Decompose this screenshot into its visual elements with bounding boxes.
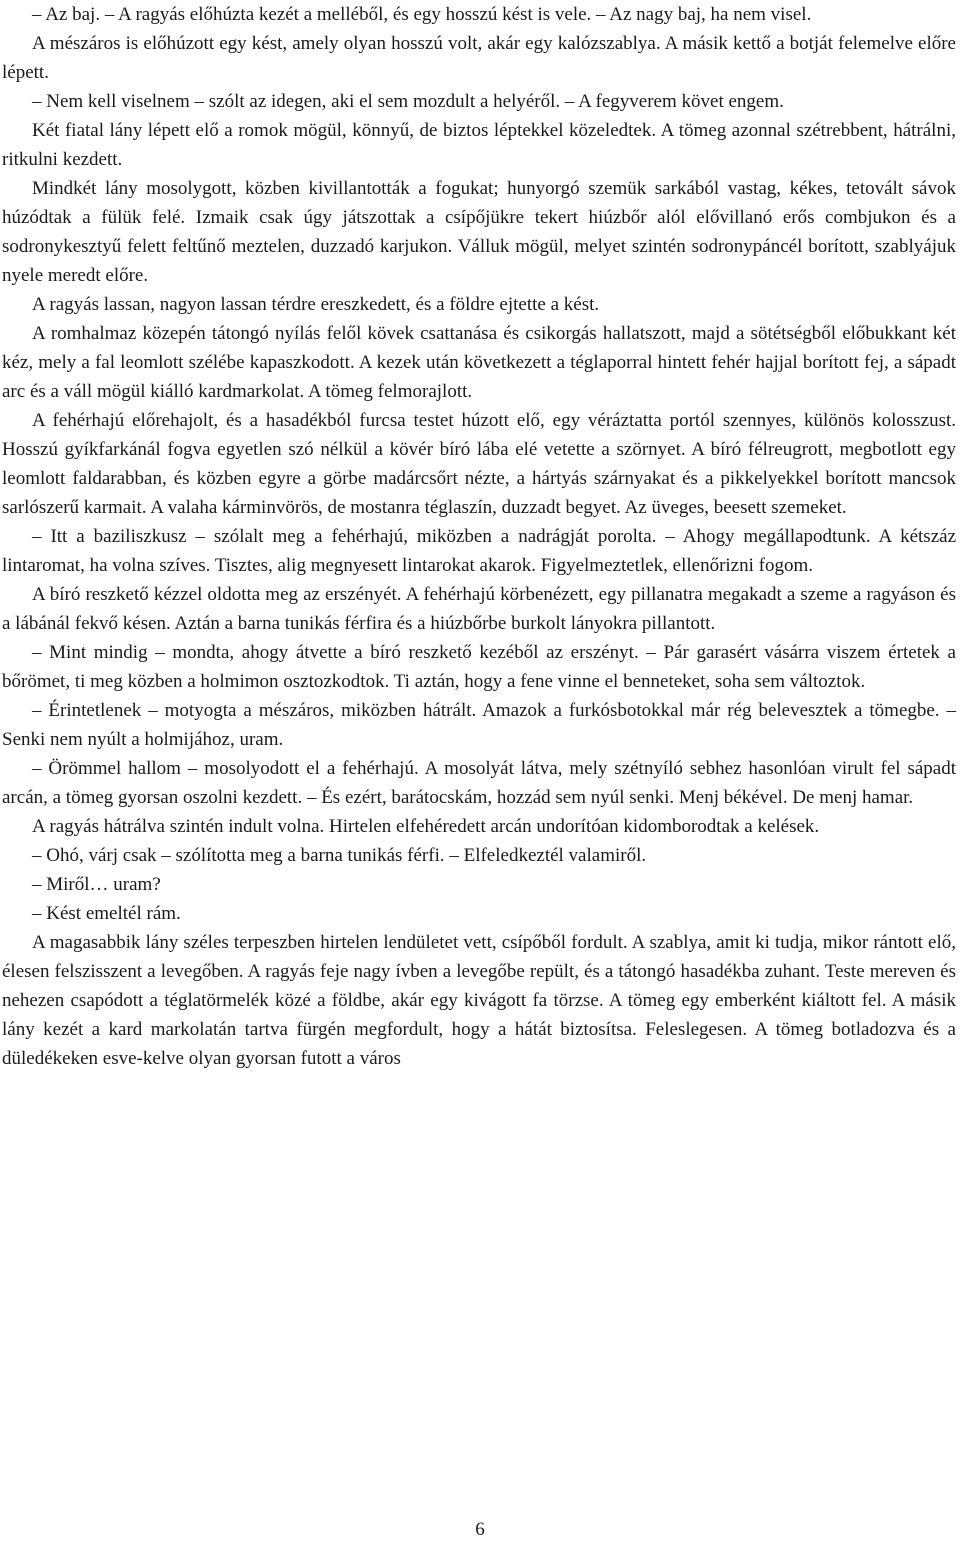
- paragraph: A ragyás hátrálva szintén indult volna. Hirtelen elfehéredett arcán undorítóan kidomborodtak a kelések.: [32, 816, 820, 837]
- paragraph: A romhalmaz közepén tátongó nyílás felől kövek csattanása és csikorgás hallatszott, majd a sötétségből előbukkant két kéz, mely a fal leomlott szélébe kapaszkodott. A kezek után következett a téglaporral hintett fehér hajjal borított fej, a sápadt arc és a váll mögül kiálló kardmarkolat. A tömeg felmorajlott.: [2, 323, 956, 402]
- paragraph: – Nem kell viselnem – szólt az idegen, aki el sem mozdult a helyéről. – A fegyverem követ engem.: [32, 91, 784, 112]
- paragraph: – Örömmel hallom – mosolyodott el a fehérhajú. A mosolyát látva, mely szétnyíló sebhez hasonlóan virult fel sápadt arcán, a tömeg gyorsan oszolni kezdett. – És ezért, barátocskám, hozzád sem nyúl senki. Menj békével. De menj hamar.: [2, 758, 956, 808]
- paragraph: A bíró reszkető kézzel oldotta meg az erszényét. A fehérhajú körbenézett, egy pillanatra megakadt a szeme a ragyáson és a lábánál fekvő késen. Aztán a barna tunikás férfira és a hiúzbőrbe burkolt lányokra pillantott.: [2, 584, 956, 634]
- body-text: [2, 0, 956, 1073]
- paragraph: – Kést emeltél rám.: [32, 903, 181, 924]
- paragraph: – Az baj. – A ragyás előhúzta kezét a melléből, és egy hosszú kést is vele. – Az nagy baj, ha nem visel.: [32, 4, 812, 25]
- paragraph: – Érintetlenek – motyogta a mészáros, miközben hátrált. Amazok a furkósbotokkal már rég belevesztek a tömegbe. – Senki nem nyúlt a holmijához, uram.: [2, 700, 956, 750]
- paragraph: – Miről… uram?: [32, 874, 161, 895]
- paragraph: A mészáros is előhúzott egy kést, amely olyan hosszú volt, akár egy kalózszablya. A másik kettő a botját felemelve előre lépett.: [2, 33, 956, 83]
- paragraph: – Itt a baziliszkusz – szólalt meg a fehérhajú, miközben a nadrágját porolta. – Ahogy megállapodtunk. A kétszáz lintaromat, ha volna szíves. Tisztes, alig megnyesett lintarokat akarok. Figyelmeztetlek, ellenőrizni fogom.: [2, 526, 956, 576]
- paragraph: A magasabbik lány széles terpeszben hirtelen lendületet vett, csípőből fordult. A szablya, amit ki tudja, mikor rántott elő, élesen felszisszent a levegőben. A ragyás feje nagy ívben a levegőbe repült, és a tátongó hasadékba zuhant. Teste mereven és nehezen csapódott a téglatörmelék közé a földbe, akár egy kivágott fa törzse. A tömeg egy emberként kiáltott fel. A másik lány kezét a kard markolatán tartva fürgén megfordult, hogy a hátát biztosítsa. Feleslegesen. A tömeg botladozva és a düledékeken esve-kelve olyan gyorsan futott a város: [2, 932, 956, 1069]
- paragraph: – Ohó, várj csak – szólította meg a barna tunikás férfi. – Elfeledkeztél valamiről.: [32, 845, 647, 866]
- paragraph: A ragyás lassan, nagyon lassan térdre ereszkedett, és a földre ejtette a kést.: [32, 294, 600, 315]
- page-number: 6: [475, 1519, 485, 1540]
- paragraph: Mindkét lány mosolygott, közben kivillantották a fogukat; hunyorgó szemük sarkából vastag, kékes, tetovált sávok húzódtak a fülük felé. Izmaik csak úgy játszottak a csípőjükre tekert hiúzbőr alól elővillanó erős combjukon és a sodronykesztyű felett feltűnő meztelen, duzzadó karjukon. Válluk mögül, melyet szintén sodronypáncél borított, szablyájuk nyele meredt előre.: [2, 178, 956, 286]
- paragraph: – Mint mindig – mondta, ahogy átvette a bíró reszkető kezéből az erszényt. – Pár garasért vásárra viszem értetek a bőrömet, ti meg közben a holmimon osztozkodtok. Ti aztán, hogy a fene vinne el benneteket, soha sem változtok.: [2, 642, 956, 692]
- paragraph: Két fiatal lány lépett elő a romok mögül, könnyű, de biztos léptekkel közeledtek. A tömeg azonnal szétrebbent, hátrálni, ritkulni kezdett.: [2, 120, 956, 170]
- paragraph: A fehérhajú előrehajolt, és a hasadékból furcsa testet húzott elő, egy véráztatta portól szennyes, különös kolosszust. Hosszú gyíkfarkánál fogva egyetlen szó nélkül a kövér bíró lába elé vetette a szörnyet. A bíró félreugrott, megbotlott egy leomlott faldarabban, és közben egyre a görbe madárcsőrt nézte, a hártyás szárnyakat és a pikkelyekkel borított mancsok sarlószerű karmait. A valaha kárminvörös, de mostanra téglaszín, duzzadt begyet. Az üveges, beesett szemeket.: [2, 410, 956, 518]
